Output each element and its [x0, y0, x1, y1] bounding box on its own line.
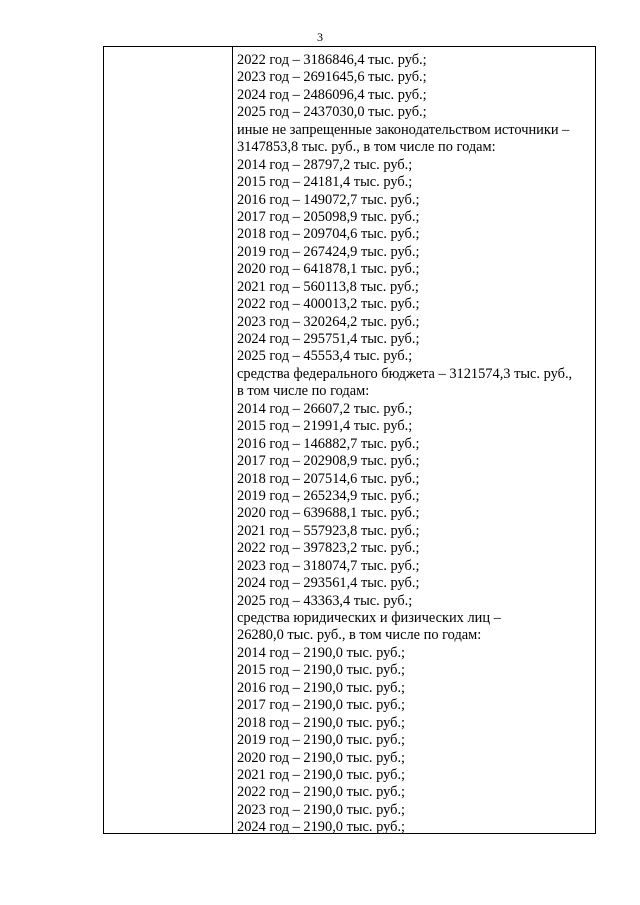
funding-line: 2024 год – 295751,4 тыс. руб.; [237, 331, 420, 347]
funding-line: 2024 год – 2190,0 тыс. руб.; [237, 819, 406, 836]
funding-line: 2017 год – 205098,9 тыс. руб.; [237, 208, 420, 225]
funding-line: 3147853,8 тыс. руб., в том числе по годам: [237, 139, 496, 156]
table-content-cell [233, 47, 595, 836]
funding-line: 2018 год – 207514,6 тыс. руб.; [237, 470, 420, 487]
table-label-cell [104, 47, 233, 833]
funding-line: 2019 год – 265234,9 тыс. руб.; [237, 487, 420, 504]
funding-line: 2024 год – 2486096,4 тыс. руб.; [237, 86, 427, 103]
funding-line: 2022 год – 3186846,4 тыс. руб.; [237, 52, 427, 68]
funding-line: 2020 год – 639688,1 тыс. руб.; [237, 505, 420, 522]
funding-line: 2019 год – 267424,9 тыс. руб.; [237, 243, 420, 260]
funding-line: 2021 год – 560113,8 тыс. руб.; [237, 278, 419, 295]
funding-line: 2018 год – 209704,6 тыс. руб.; [237, 226, 420, 243]
funding-line: средства федерального бюджета – 3121574,3 тыс. руб., [237, 365, 573, 382]
funding-line: 2016 год – 149072,7 тыс. руб.; [237, 191, 420, 208]
funding-line: 2024 год – 293561,4 тыс. руб.; [237, 575, 420, 592]
funding-line: 2021 год – 2190,0 тыс. руб.; [237, 766, 406, 783]
funding-line: 2015 год – 24181,4 тыс. руб.; [237, 174, 413, 191]
funding-line: 2015 год – 2190,0 тыс. руб.; [237, 662, 406, 679]
funding-line: 2017 год – 2190,0 тыс. руб.; [237, 697, 406, 714]
funding-line: 2025 год – 43363,4 тыс. руб.; [237, 592, 413, 609]
funding-line: 2023 год – 2691645,6 тыс. руб.; [237, 69, 427, 86]
funding-line: 2019 год – 2190,0 тыс. руб.; [237, 732, 406, 749]
funding-line: в том числе по годам: [237, 383, 370, 400]
funding-line: 2025 год – 45553,4 тыс. руб.; [237, 348, 413, 365]
funding-line: 2014 год – 28797,2 тыс. руб.; [237, 156, 413, 173]
funding-line: 2014 год – 26607,2 тыс. руб.; [237, 400, 413, 417]
funding-line: 2023 год – 318074,7 тыс. руб.; [237, 557, 420, 574]
funding-line: 2020 год – 641878,1 тыс. руб.; [237, 261, 420, 278]
funding-line: 2023 год – 2190,0 тыс. руб.; [237, 801, 406, 818]
funding-line: 2014 год – 2190,0 тыс. руб.; [237, 644, 406, 661]
page-number: 3 [317, 30, 323, 44]
funding-line: 2016 год – 2190,0 тыс. руб.; [237, 679, 406, 696]
funding-line: 2020 год – 2190,0 тыс. руб.; [237, 749, 406, 766]
funding-line: 2021 год – 557923,8 тыс. руб.; [237, 522, 420, 539]
funding-line: 26280,0 тыс. руб., в том числе по годам: [237, 627, 482, 644]
funding-line: 2016 год – 146882,7 тыс. руб.; [237, 435, 420, 452]
funding-line: 2018 год – 2190,0 тыс. руб.; [237, 714, 406, 731]
funding-line: 2015 год – 21991,4 тыс. руб.; [237, 418, 413, 435]
funding-line: 2022 год – 2190,0 тыс. руб.; [237, 784, 406, 801]
funding-table [103, 46, 596, 834]
funding-line: 2025 год – 2437030,0 тыс. руб.; [237, 104, 427, 121]
funding-line: иные не запрещенные законодательством источники – [237, 121, 570, 138]
funding-line: 2022 год – 400013,2 тыс. руб.; [237, 296, 420, 313]
funding-line: 2023 год – 320264,2 тыс. руб.; [237, 313, 420, 330]
funding-line: 2017 год – 202908,9 тыс. руб.; [237, 453, 420, 470]
funding-line: 2022 год – 397823,2 тыс. руб.; [237, 540, 420, 557]
funding-line: средства юридических и физических лиц – [237, 610, 501, 626]
